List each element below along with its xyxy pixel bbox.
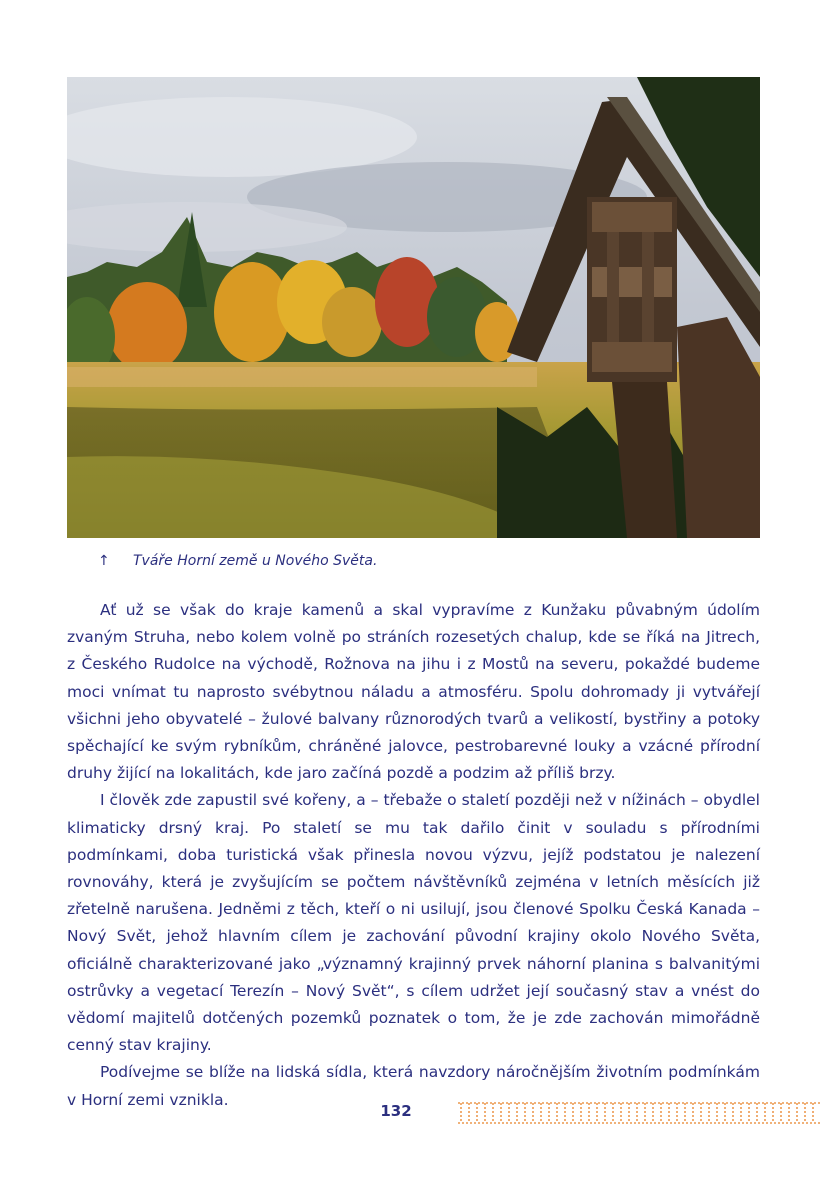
photo-caption [98, 551, 738, 573]
caption-text: Tváře Horní země u Nového Světa. [133, 553, 378, 569]
page-number: 132 [380, 1102, 412, 1120]
arrow-up-icon: ↑ [98, 553, 110, 569]
paragraph: Ať už se však do kraje kamenů a skal vypravíme z Kunžaku půvabným údolím zvaným Struha, nebo kolem volně po stráních rozesetých chalup, kde se říká na Jitrech, z Českého Rudolce na východě, Rožnova na jihu i z Mostů na severu, pokaždé budeme moci vnímat tu naprosto svébytnou náladu a atmosféru. Spolu dohromady ji vytvářejí všichni jeho obyvatelé – žulové balvany různorodých tvarů a velikostí, bystřiny a potoky spěchající ke svým rybníkům, chráněné jalovce, pestrobarevné louky a vzácné přírodní druhy žijící na lokalitách, kde jaro začíná pozdě a podzim až příliš brzy. [67, 601, 760, 783]
article-body [67, 597, 760, 1114]
decorative-border-ornament [458, 1100, 822, 1126]
paragraph: I člověk zde zapustil své kořeny, a – třebaže o staletí později než v nížinách – obydlel klimaticky drsný kraj. Po staletí se mu tak dařilo činit v souladu s přírodními podmínkami, doba turistická však přinesla novou výzvu, jejíž podstatou je nalezení rovnováhy, která je zvyšujícím se počtem návštěvníků zejména v letních měsících již zřetelně narušena. Jedněmi z těch, kteří o ni usilují, jsou členové Spolku Česká Kanada – Nový Svět, jehož hlavním cílem je zachování původní krajiny okolo Nového Světa, oficiálně charakterizované jako „významný krajinný prvek náhorní planina s balvanitými ostrůvky a vegetací Terezín – Nový Svět“, s cílem udržet její současný stav a vnést do vědomí majitelů dotčených pozemků poznatek o tom, že je zde zachován mimořádně cenný stav krajiny. [67, 791, 760, 1055]
autumn-meadow-photo [67, 77, 760, 538]
paragraph: Podívejme se blíže na lidská sídla, která navzdory náročnějším životním podmínkám v Horní zemi vznikla. [67, 1063, 760, 1109]
